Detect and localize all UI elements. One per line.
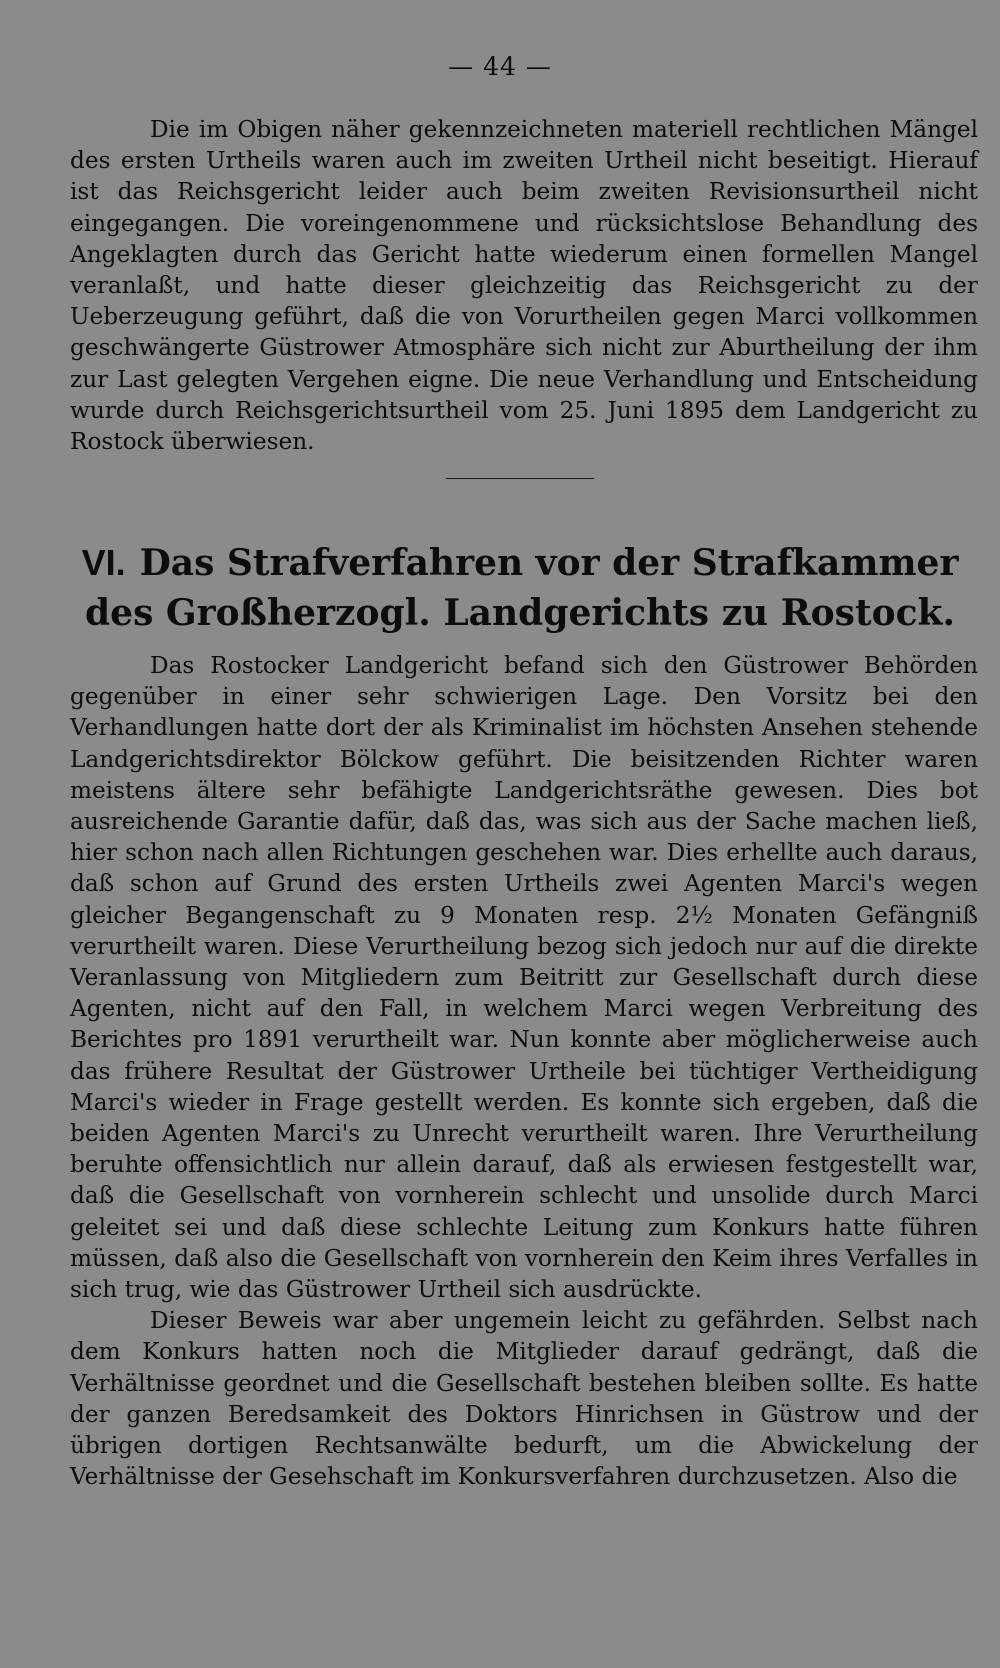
- section-title: Das Strafverfahren vor der Strafkammer des Großherzogl. Landgerichts zu Rostock.: [85, 542, 959, 634]
- paragraph-1: Die im Obigen näher gekennzeichneten materiell rechtlichen Mängel des ersten Urtheils waren auch im zweiten Urtheil nicht beseitigt. Hierauf ist das Reichsgericht leider auch beim zweiten Revisionsurtheil nicht eingegangen. Die voreingenommene und rücksichtslose Behandlung des Angeklagten durch das Gericht hatte wiederum einen formellen Mangel veranlaßt, und hatte dieser gleichzeitig das Reichsgericht zu der Ueberzeugung geführt, daß die von Vorurtheilen gegen Marci vollkommen geschwängerte Güstrower Atmosphäre sich nicht zur Aburtheilung der ihm zur Last gelegten Vergehen eigne. Die neue Verhandlung und Entscheidung wurde durch Reichsgerichtsurtheil vom 25. Juni 1895 dem Landgericht zu Rostock überwiesen.: [70, 116, 978, 456]
- paragraph-3: Dieser Beweis war aber ungemein leicht zu gefährden. Selbst nach dem Konkurs hatten noch die Mitglieder darauf gedrängt, daß die Verhältnisse geordnet und die Gesellschaft bestehen bleiben sollte. Es hatte der ganzen Beredsamkeit des Doktors Hinrichsen in Güstrow und der übrigen dortigen Rechtsanwälte bedurft, um die Abwickelung der Verhältnisse der Gesehschaft im Konkursverfahren durchzusetzen. Also die: [70, 1307, 978, 1491]
- page-number: — 44 —: [448, 52, 552, 81]
- section-numeral: VI.: [81, 542, 126, 583]
- paragraph-2: Das Rostocker Landgericht befand sich den Güstrower Behörden gegenüber in einer sehr schwierigen Lage. Den Vorsitz bei den Verhandlungen hatte dort der als Kriminalist im höchsten Ansehen stehende Landgerichtsdirektor Bölckow geführt. Die beisitzenden Richter waren meistens ältere sehr befähigte Landgerichtsräthe gewesen. Dies bot ausreichende Garantie dafür, daß das, was sich aus der Sache machen ließ, hier schon nach allen Richtungen geschehen war. Dies erhellte auch daraus, daß schon auf Grund des ersten Urtheils zwei Agenten Marci's wegen gleicher Begangenschaft zu 9 Monaten resp. 2½ Monaten Gefängniß verurtheilt waren. Diese Verurtheilung bezog sich jedoch nur auf die direkte Veranlassung von Mitgliedern zum Beitritt zur Gesellschaft durch diese Agenten, nicht auf den Fall, in welchem Marci wegen Verbreitung des Berichtes pro 1891 verurtheilt war. Nun konnte aber möglicherweise auch das frühere Resultat der Güstrower Urtheile bei tüchtiger Vertheidigung Marci's wieder in Frage gestellt werden. Es konnte sich ergeben, daß die beiden Agenten Marci's zu Unrecht verurtheilt waren. Ihre Verurtheilung beruhte offensichtlich nur allein darauf, daß als erwiesen festgestellt war, daß die Gesellschaft von vornherein schlecht und unsolide durch Marci geleitet sei und daß diese schlechte Leitung zum Konkurs hatte führen müssen, daß also die Gesellschaft von vornherein den Keim ihres Verfalles in sich trug, wie das Güstrower Urtheil sich ausdrückte.: [70, 652, 978, 1304]
- text-block-top: [70, 114, 978, 457]
- text-block-bottom: [70, 650, 978, 1492]
- section-divider: [446, 478, 594, 479]
- section-heading: [60, 538, 980, 638]
